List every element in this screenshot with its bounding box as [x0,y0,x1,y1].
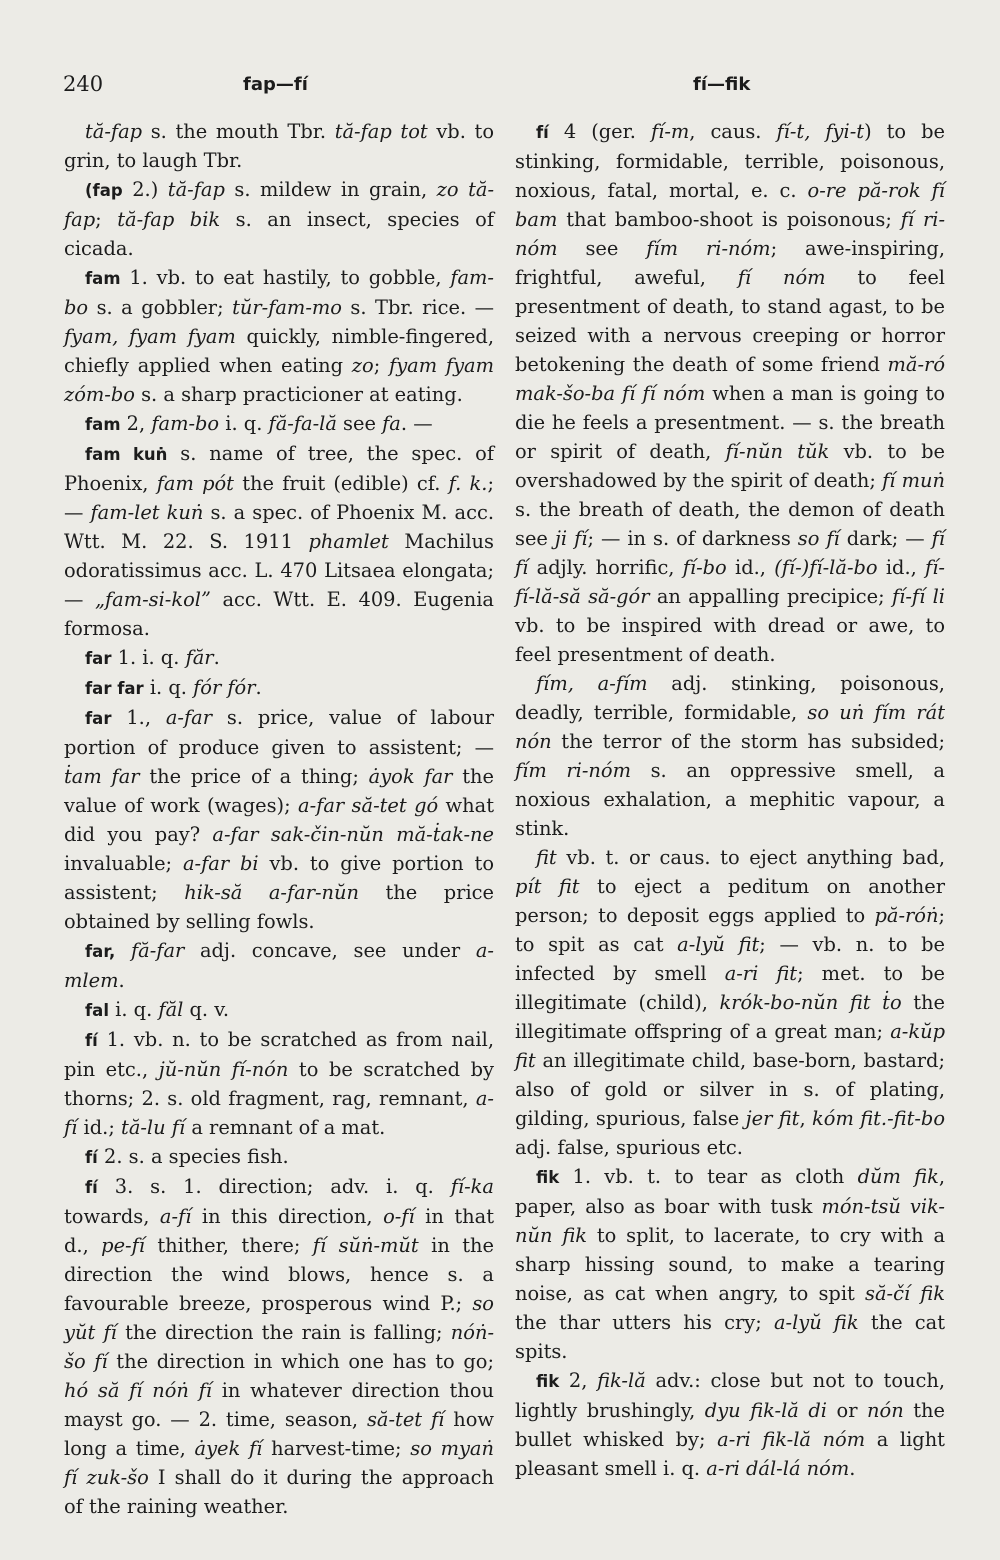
page-number: 240 [63,72,104,96]
left-column [64,117,494,1521]
dictionary-entry: fí 4 (ger. fí-m, caus. fí-t, fyi-t) to be stinking, formidable, terrible, poisonous, noxious, fatal, mortal, e. c. o-re pă-rok fí bam that bamboo-shoot is poisonous; fí ri-nóm see fím ri-nóm; awe-inspiring, frightful, aweful, fí nóm to feel presentment of death, to stand agast, to be seized with a nervous creeping or horror betokening the death of some friend mă-ró mak-šo-ba fí fí nóm when a man is going to die he feels a presentment. — s. the breath or spirit of death, fí-nŭn tŭk vb. to be overshadowed by the spirit of death; fí muṅ s. the breath of death, the demon of death see ji fí; — in s. of darkness so fí dark; — fí fí adjly. horrific, fí-bo id., (fí-)fí-lă-bo id., fí-fí-lă-să să-gór an appalling precipice; fí-fí li vb. to be inspired with dread or awe, to feel presentment of death. [515,120,946,666]
dictionary-entry: fit vb. t. or caus. to eject anything bad, pít fit to eject a peditum on another person; to deposit eggs applied to pă-róṅ; to spit as cat a-lyŭ fit; — vb. n. to be infected by smell a-ri fit; met. to be illegitimate (child), krók-bo-nŭn fit ṫo the illegitimate offspring of a great man; a-kŭp fit an illegitimate child, base-born, bastard; also of gold or silver in s. of plating, gilding, spurious, false jer fit, kóm fit.-fit-bo adj. false, spurious etc. [515,846,946,1159]
right-column [515,117,945,1483]
dictionary-entry: fam 2, fam-bo i. q. fă-fa-lă see fa. — [85,412,433,435]
dictionary-entry: fí 2. s. a species fish. [85,1145,289,1168]
dictionary-entry: fam kuṅ s. name of tree, the spec. of Phoenix, fam pót the fruit (edible) cf. f. k.; — fam-let kuṅ s. a spec. of Phoenix M. acc. Wtt. M. 22. S. 1911 phamlet Machilus odoratissimus acc. L. 470 Litsaea elongata; — „fam-si-kol” acc. Wtt. E. 409. Eugenia formosa. [64,442,495,640]
dictionary-entry: fik 1. vb. t. to tear as cloth dŭm fik, paper, also as boar with tusk món-tsŭ vik-nŭn fik to split, to lacerate, to cry with a sharp hissing sound, to make a tearing noise, as cat when angry, to spit să-čí fik the thar utters his cry; a-lyŭ fik the cat spits. [515,1165,946,1363]
dictionary-entry: far, fă-far adj. concave, see under a-mlem. [64,939,494,992]
dictionary-entry: far 1., a-far s. price, value of labour portion of produce given to assistent; — ṫam far the price of a thing; ȧyok far the value of work (wages); a-far să-tet gó what did you pay? a-far sak-čin-nŭn mă-ṫak-ne invaluable; a-far bi vb. to give portion to assistent; hik-să a-far-nŭn the price obtained by selling fowls. [64,706,495,933]
right-guide-word: fí—fik [693,74,751,95]
dictionary-entry: fam 1. vb. to eat hastily, to gobble, fam-bo s. a gobbler; tŭr-fam-mo s. Tbr. rice. — fyam, fyam fyam quickly, nimble-fingered, chiefly applied when eating zo; fyam fyam zóm-bo s. a sharp practicioner at eating. [64,266,494,406]
dictionary-entry: fal i. q. făl q. v. [85,998,230,1021]
dictionary-entry: tă-fap s. the mouth Tbr. tă-fap tot vb. to grin, to laugh Tbr. [64,120,495,172]
dictionary-entry: far far i. q. fór fór. [85,676,262,699]
dictionary-entry: fí 1. vb. n. to be scratched as from nail, pin etc., jŭ-nŭn fí-nón to be scratched by thorns; 2. s. old fragment, rag, remnant, a-fí id.; tă-lu fí a remnant of a mat. [64,1028,495,1139]
dictionary-entry: far 1. i. q. făr. [85,646,220,669]
dictionary-entry: fí 3. s. 1. direction; adv. i. q. fí-ka towards, a-fí in this direction, o-fí in that d., pe-fí thither, there; fí sŭṅ-mŭt in the direction the wind blows, hence s. a favourable breeze, prosperous wind P.; so yŭt fí the direction the rain is falling; nóṅ-šo fí the direction in which one has to go; hó să fí nóṅ fí in whatever direction thou mayst go. — 2. time, season, să-tet fí how long a time, ȧyek fí harvest-time; so myaṅ fí zuk-šo I shall do it during the approach of the raining weather. [64,1175,494,1518]
dictionary-entry: (fap 2.) tă-fap s. mildew in grain, zo tă-fap; tă-fap bik s. an insect, species of cicada. [64,178,495,260]
dictionary-entry: fik 2, fik-lă adv.: close but not to touch, lightly brushingly, dyu fik-lă di or nón the bullet whisked by; a-ri fik-lă nóm a light pleasant smell i. q. a-ri dál-lá nóm. [515,1369,945,1480]
left-guide-word: fap—fí [243,74,308,95]
dictionary-entry: fím, a-fím adj. stinking, poisonous, deadly, terrible, formidable, so uṅ fím rát nón the terror of the storm has subsided; fím ri-nóm s. an oppressive smell, a noxious exhalation, a mephitic vapour, a stink. [515,672,945,840]
